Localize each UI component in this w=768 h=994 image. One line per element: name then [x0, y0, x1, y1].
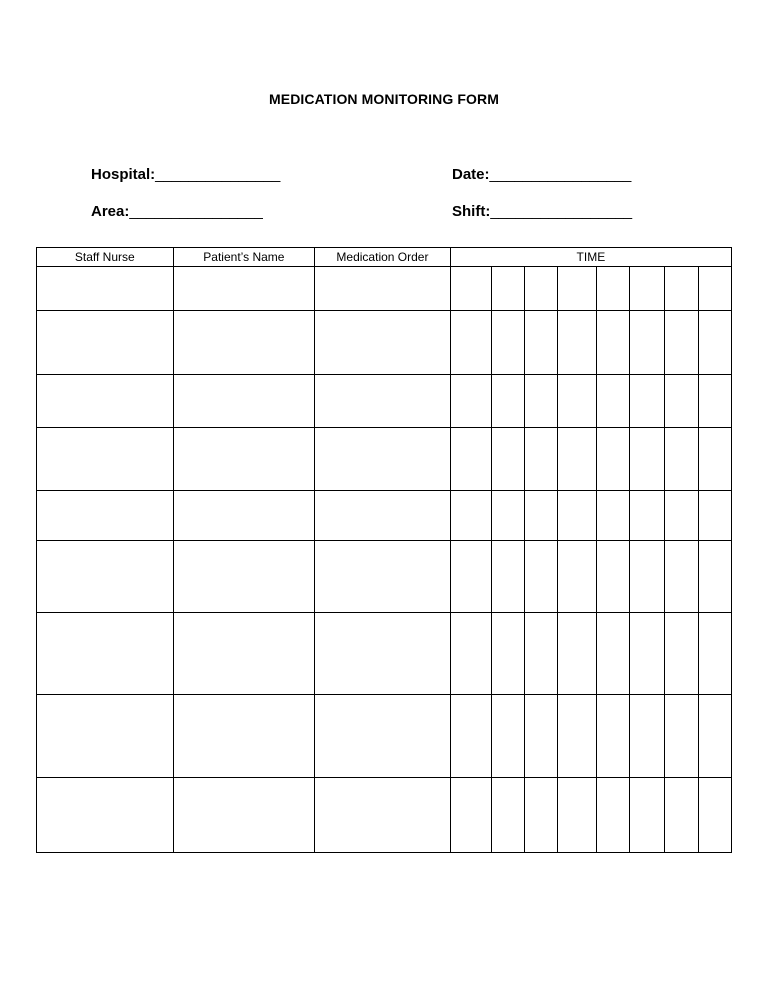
- time-cell[interactable]: [664, 695, 698, 778]
- patient-name-cell[interactable]: [173, 491, 315, 541]
- time-cell[interactable]: [558, 541, 597, 613]
- patient-name-cell[interactable]: [173, 613, 315, 695]
- time-cell[interactable]: [491, 613, 524, 695]
- time-cell[interactable]: [698, 778, 731, 853]
- header-patient-name: Patient’s Name: [173, 248, 315, 267]
- time-cell[interactable]: [698, 267, 731, 311]
- medication-order-cell[interactable]: [315, 778, 451, 853]
- table-row: [37, 428, 732, 491]
- time-cell[interactable]: [630, 267, 664, 311]
- time-cell[interactable]: [450, 375, 491, 428]
- time-cell[interactable]: [558, 613, 597, 695]
- time-cell[interactable]: [558, 428, 597, 491]
- medication-order-cell[interactable]: [315, 491, 451, 541]
- time-cell[interactable]: [450, 613, 491, 695]
- patient-name-cell[interactable]: [173, 541, 315, 613]
- time-cell[interactable]: [491, 778, 524, 853]
- patient-name-cell[interactable]: [173, 311, 315, 375]
- time-cell[interactable]: [525, 491, 558, 541]
- time-cell[interactable]: [491, 375, 524, 428]
- table-header-row: [37, 248, 732, 267]
- time-cell[interactable]: [597, 375, 630, 428]
- time-cell[interactable]: [491, 311, 524, 375]
- time-cell[interactable]: [450, 695, 491, 778]
- header-staff-nurse: Staff Nurse: [37, 248, 174, 267]
- time-cell[interactable]: [450, 311, 491, 375]
- staff-nurse-cell[interactable]: [37, 778, 174, 853]
- patient-name-cell[interactable]: [173, 695, 315, 778]
- table-row: [37, 613, 732, 695]
- time-cell[interactable]: [450, 267, 491, 311]
- patient-name-cell[interactable]: [173, 375, 315, 428]
- form-title: MEDICATION MONITORING FORM: [269, 91, 499, 107]
- patient-name-cell[interactable]: [173, 428, 315, 491]
- shift-blank-line[interactable]: _________________: [490, 203, 633, 220]
- staff-nurse-cell[interactable]: [37, 541, 174, 613]
- time-cell[interactable]: [491, 695, 524, 778]
- staff-nurse-cell[interactable]: [37, 428, 174, 491]
- time-cell[interactable]: [664, 541, 698, 613]
- header-medication-order: Medication Order: [315, 248, 451, 267]
- time-cell[interactable]: [698, 428, 731, 491]
- time-cell[interactable]: [597, 311, 630, 375]
- staff-nurse-cell[interactable]: [37, 311, 174, 375]
- medication-order-cell[interactable]: [315, 695, 451, 778]
- staff-nurse-cell[interactable]: [37, 695, 174, 778]
- date-blank-line[interactable]: _________________: [489, 166, 632, 183]
- hospital-blank-line[interactable]: _______________: [155, 166, 281, 183]
- time-cell[interactable]: [664, 375, 698, 428]
- staff-nurse-cell[interactable]: [37, 613, 174, 695]
- area-blank-line[interactable]: ________________: [129, 203, 263, 220]
- time-cell[interactable]: [450, 428, 491, 491]
- time-cell[interactable]: [698, 613, 731, 695]
- time-cell[interactable]: [597, 428, 630, 491]
- patient-name-cell[interactable]: [173, 778, 315, 853]
- time-cell[interactable]: [664, 491, 698, 541]
- time-cell[interactable]: [698, 541, 731, 613]
- table-row: [37, 491, 732, 541]
- medication-order-cell[interactable]: [315, 613, 451, 695]
- time-cell[interactable]: [525, 778, 558, 853]
- hospital-label: Hospital:: [91, 166, 156, 183]
- time-cell[interactable]: [664, 778, 698, 853]
- medication-order-cell[interactable]: [315, 311, 451, 375]
- table-row: [37, 267, 732, 311]
- table-row: [37, 695, 732, 778]
- time-cell[interactable]: [558, 267, 597, 311]
- time-cell[interactable]: [558, 311, 597, 375]
- table-body: [37, 267, 732, 853]
- time-cell[interactable]: [525, 428, 558, 491]
- time-cell[interactable]: [698, 695, 731, 778]
- table-row: [37, 375, 732, 428]
- time-cell[interactable]: [525, 695, 558, 778]
- medication-order-cell[interactable]: [315, 541, 451, 613]
- header-time: TIME: [450, 248, 731, 267]
- time-cell[interactable]: [664, 613, 698, 695]
- table-row: [37, 541, 732, 613]
- time-cell[interactable]: [558, 375, 597, 428]
- time-cell[interactable]: [491, 428, 524, 491]
- time-cell[interactable]: [597, 541, 630, 613]
- staff-nurse-cell[interactable]: [37, 267, 174, 311]
- date-label: Date:: [452, 166, 490, 183]
- time-cell[interactable]: [597, 267, 630, 311]
- staff-nurse-cell[interactable]: [37, 491, 174, 541]
- table-row: [37, 311, 732, 375]
- time-cell[interactable]: [450, 491, 491, 541]
- time-cell[interactable]: [525, 267, 558, 311]
- time-cell[interactable]: [630, 541, 664, 613]
- staff-nurse-cell[interactable]: [37, 375, 174, 428]
- area-field[interactable]: [91, 203, 263, 220]
- time-cell[interactable]: [597, 613, 630, 695]
- time-cell[interactable]: [525, 541, 558, 613]
- time-cell[interactable]: [597, 491, 630, 541]
- time-cell[interactable]: [698, 375, 731, 428]
- table-row: [37, 778, 732, 853]
- hospital-field[interactable]: [91, 166, 280, 183]
- time-cell[interactable]: [450, 541, 491, 613]
- time-cell[interactable]: [630, 695, 664, 778]
- time-cell[interactable]: [558, 491, 597, 541]
- medication-order-cell[interactable]: [315, 428, 451, 491]
- time-cell[interactable]: [630, 778, 664, 853]
- time-cell[interactable]: [525, 375, 558, 428]
- time-cell[interactable]: [525, 613, 558, 695]
- time-cell[interactable]: [558, 778, 597, 853]
- time-cell[interactable]: [630, 613, 664, 695]
- time-cell[interactable]: [664, 428, 698, 491]
- time-cell[interactable]: [491, 491, 524, 541]
- time-cell[interactable]: [664, 311, 698, 375]
- medication-order-cell[interactable]: [315, 375, 451, 428]
- time-cell[interactable]: [698, 311, 731, 375]
- time-cell[interactable]: [597, 695, 630, 778]
- time-cell[interactable]: [698, 491, 731, 541]
- time-cell[interactable]: [491, 541, 524, 613]
- shift-label: Shift:: [452, 203, 491, 220]
- patient-name-cell[interactable]: [173, 267, 315, 311]
- time-cell[interactable]: [491, 267, 524, 311]
- time-cell[interactable]: [450, 778, 491, 853]
- time-cell[interactable]: [630, 311, 664, 375]
- time-cell[interactable]: [630, 491, 664, 541]
- time-cell[interactable]: [630, 428, 664, 491]
- area-label: Area:: [91, 203, 130, 220]
- medication-table: [36, 247, 732, 853]
- date-field[interactable]: [452, 166, 631, 183]
- time-cell[interactable]: [558, 695, 597, 778]
- time-cell[interactable]: [664, 267, 698, 311]
- shift-field[interactable]: [452, 203, 632, 220]
- time-cell[interactable]: [597, 778, 630, 853]
- time-cell[interactable]: [525, 311, 558, 375]
- time-cell[interactable]: [630, 375, 664, 428]
- medication-order-cell[interactable]: [315, 267, 451, 311]
